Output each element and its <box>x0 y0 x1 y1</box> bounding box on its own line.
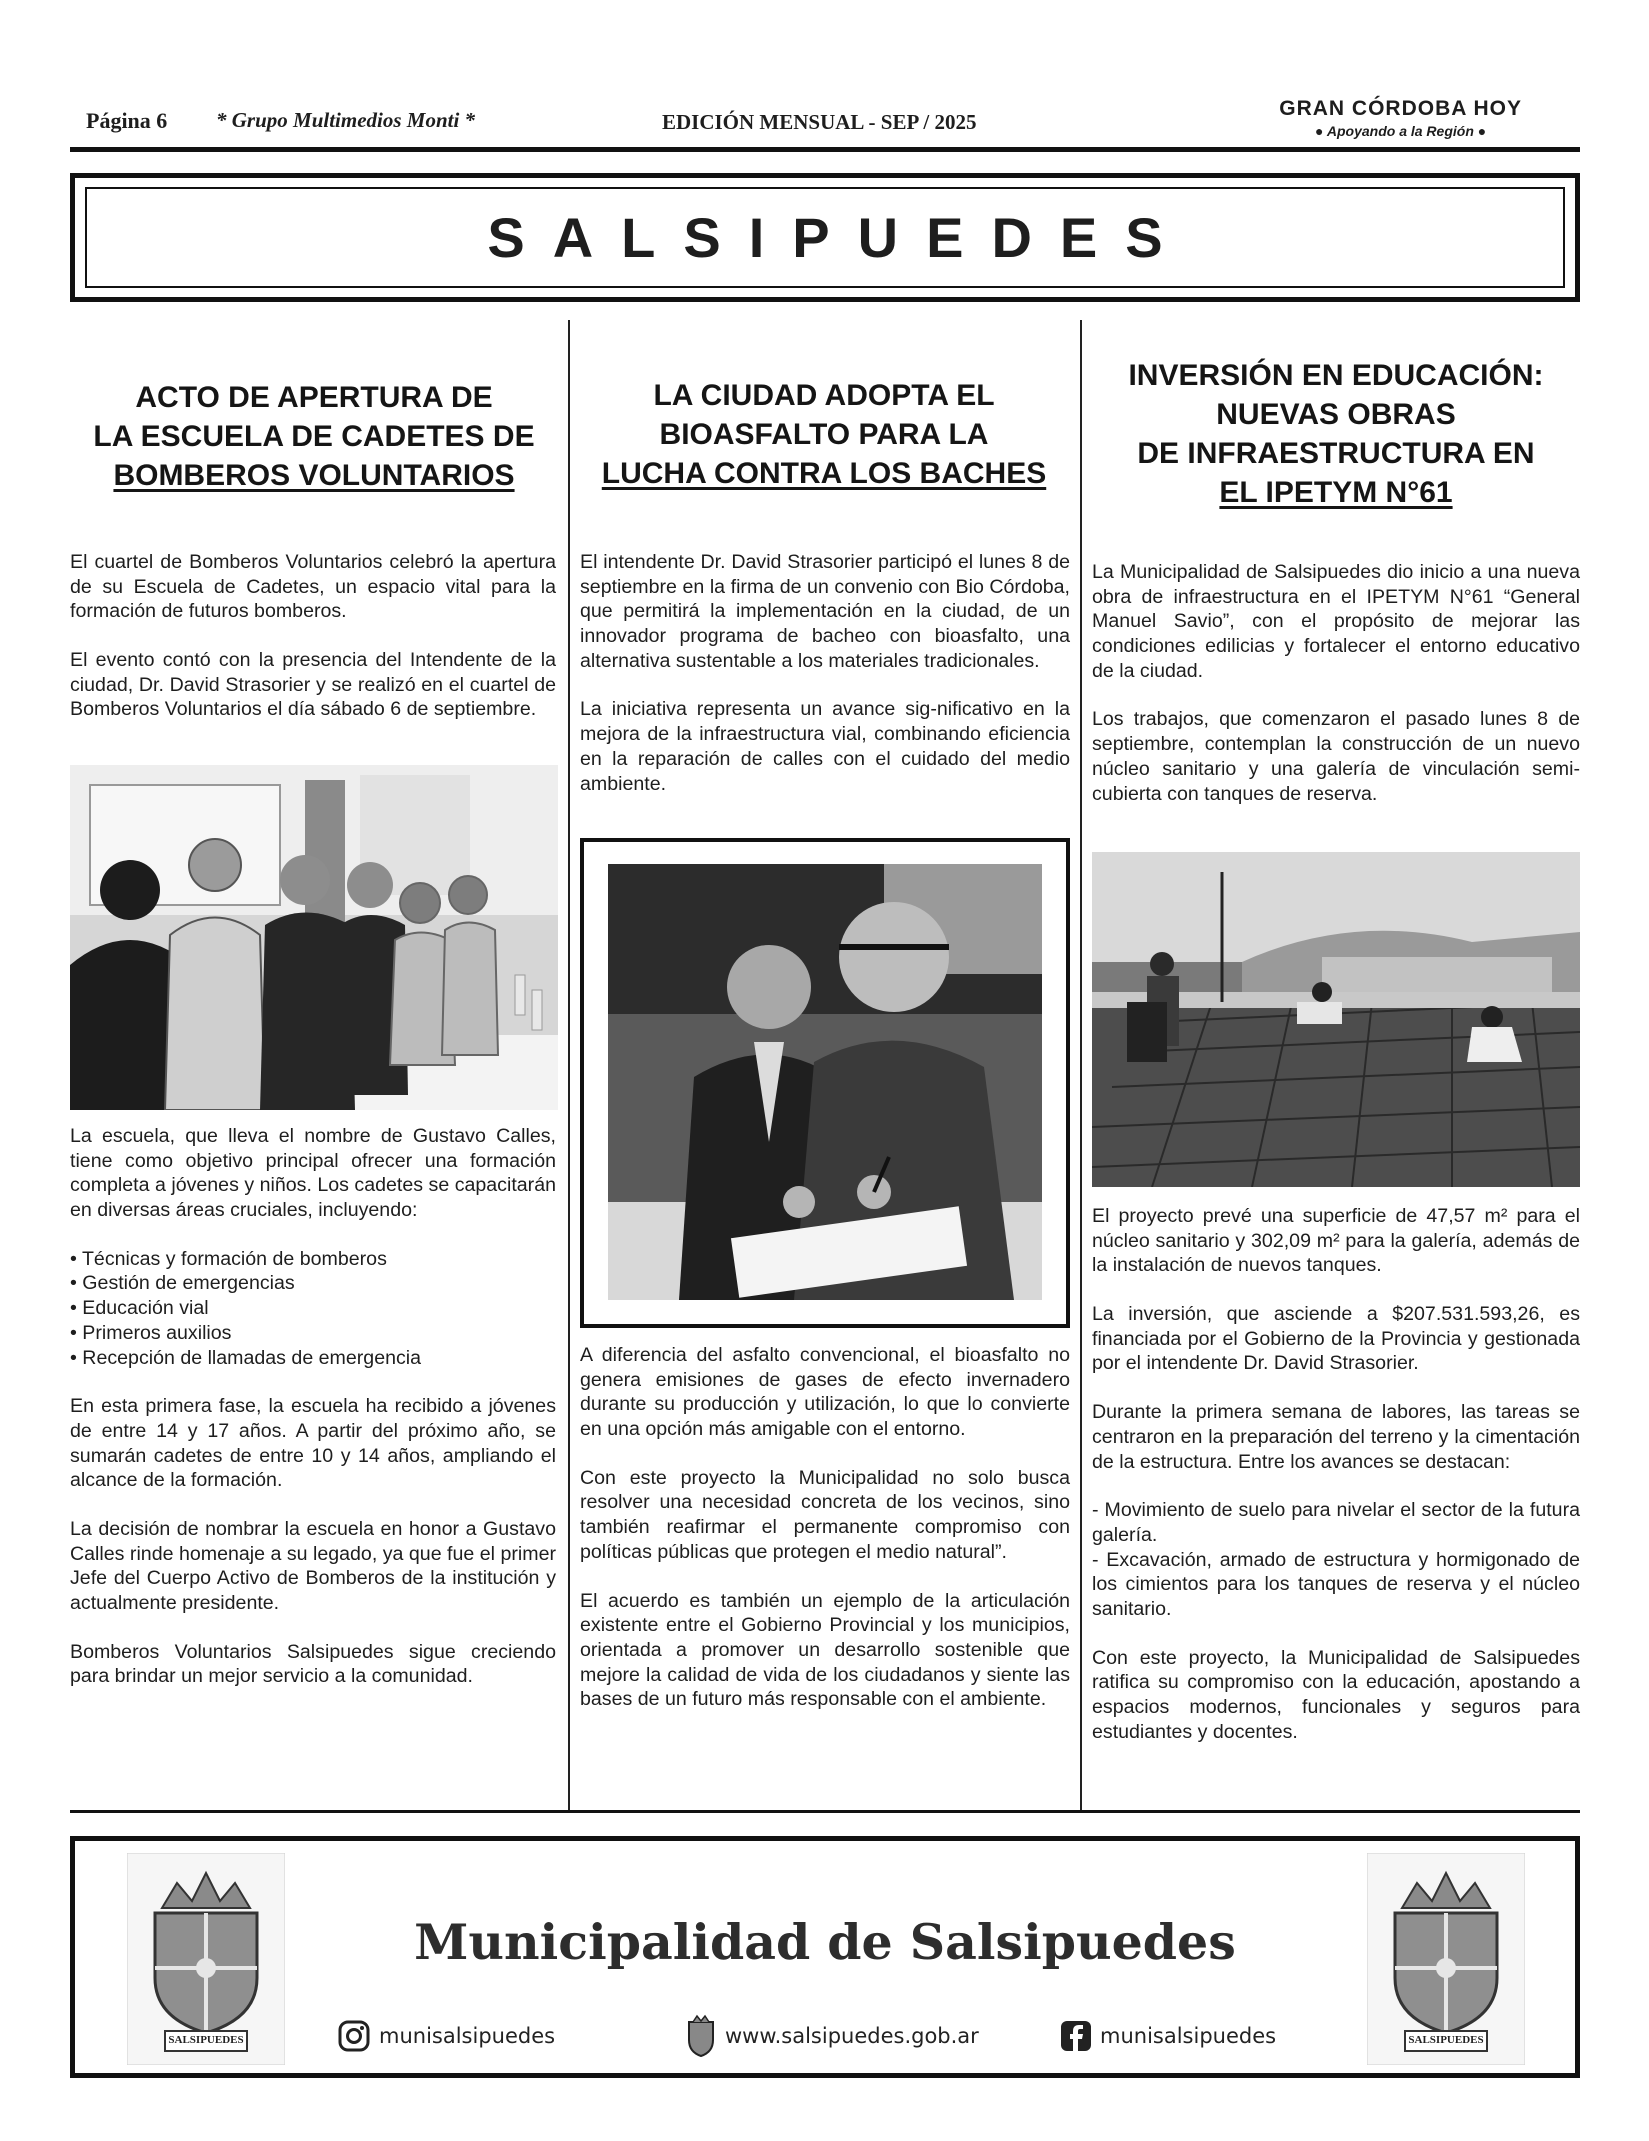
list-item: • Recepción de llamadas de emergencia <box>70 1346 422 1369</box>
article-headline <box>70 378 558 495</box>
headline-line: EL IPETYM N°61 <box>1219 476 1453 509</box>
instagram-handle[interactable] <box>337 2011 555 2061</box>
paragraph: La decisión de nombrar la escuela en honor a Gustavo Calles rinde homenaje a su legado, ya que fue el primer Jefe del Cuerpo Activo de Bomberos de la institución y actualmente presidente. <box>70 1517 556 1614</box>
crest-label: SALSIPUEDES <box>168 2034 244 2046</box>
facebook-label: munisalsipuedes <box>1100 2024 1277 2048</box>
paragraph: Bomberos Voluntarios Salsipuedes sigue creciendo para brindar un mejor servicio a la comunidad. <box>70 1640 556 1688</box>
article-body <box>1092 1204 1580 1744</box>
masthead-brand <box>1279 97 1522 139</box>
paragraph: Con este proyecto la Municipalidad no solo busca resolver una necesidad concreta de los vecinos, sino también reafirmar el permanente compromiso con políticas públicas que protegen el medio natural”. <box>580 1466 1070 1563</box>
crest-icon <box>685 2014 717 2058</box>
brand-name: GRAN CÓRDOBA HOY <box>1279 97 1522 120</box>
list-item: - Excavación, armado de estructura y hormigonado de los cimientos para los tanques de reserva y el núcleo sanitario. <box>1092 1548 1580 1620</box>
paragraph: Con este proyecto, la Municipalidad de Salsipuedes ratifica su compromiso con la educación, apostando a espacios modernos, funcionales y seguros para estudiantes y docentes. <box>1092 1646 1580 1743</box>
photo-convenio-signing <box>580 838 1070 1328</box>
paragraph: A diferencia del asfalto convencional, el bioasfalto no genera emisiones de gases de efecto invernadero durante su producción y utilización, lo que lo convierte en una opción más amigable con el entorno. <box>580 1344 1070 1441</box>
article-body <box>70 1124 556 1689</box>
paragraph: Los trabajos, que comenzaron el pasado lunes 8 de septiembre, contemplan la construcción de un nuevo núcleo sanitario y una galería de vinculación semi-cubierta con tanques de reserva. <box>1092 708 1580 805</box>
section-title: SALSIPUEDES <box>487 206 1191 269</box>
list-item: - Movimiento de suelo para nivelar el sector de la futura galería. <box>1092 1499 1580 1546</box>
headline-line: LUCHA CONTRA LOS BACHES <box>601 457 1047 490</box>
paragraph: La Municipalidad de Salsipuedes dio inicio a una nueva obra de infraestructura en el IPETYM N°61 “General Manuel Savio”, con el propósito de mejorar las condiciones edilicias y fortalecer el entorno educativo de la ciudad. <box>1092 561 1580 682</box>
list-item: • Gestión de emergencias <box>70 1272 295 1295</box>
headline-line: BIOASFALTO PARA LA <box>659 418 989 451</box>
paragraph: El proyecto prevé una superficie de 47,57 m² para el núcleo sanitario y 302,09 m² para la galería, además de la instalación de nuevos tanques. <box>1092 1205 1580 1277</box>
edition-label: EDICIÓN MENSUAL - SEP / 2025 <box>662 110 977 134</box>
photo-construction-site <box>1092 852 1580 1187</box>
column-divider <box>568 320 570 1811</box>
headline-line: INVERSIÓN EN EDUCACIÓN: <box>1128 359 1544 392</box>
paragraph: El intendente Dr. David Strasorier participó el lunes 8 de septiembre en la firma de un convenio con Bio Córdoba, que permitirá la implementación en la ciudad, de un innovador programa de bacheo con bioasfalto, una alternativa sustentable a los materiales tradicionales. <box>580 551 1070 672</box>
bullet-list <box>70 1247 556 1370</box>
headline-line: DE INFRAESTRUCTURA EN <box>1137 437 1535 470</box>
headline-line: NUEVAS OBRAS <box>1216 398 1456 431</box>
paragraph: La inversión, que asciende a $207.531.593,26, es financiada por el Gobierno de la Provincia y gestionada por el intendente Dr. David Strasorier. <box>1092 1303 1580 1375</box>
instagram-icon <box>337 2019 371 2053</box>
article-intro <box>580 550 1070 796</box>
list-item: • Primeros auxilios <box>70 1321 232 1344</box>
paragraph: El evento contó con la presencia del Intendente de la ciudad, Dr. David Strasorier y se realizó en el cuartel de Bomberos Voluntarios el día sábado 6 de septiembre. <box>70 649 556 721</box>
headline-line: LA ESCUELA DE CADETES DE <box>93 420 535 453</box>
article-intro <box>1092 560 1580 806</box>
brand-tagline: ● Apoyando a la Región ● <box>1315 123 1487 139</box>
crest-icon <box>1367 1853 1525 2065</box>
website-label: www.salsipuedes.gob.ar <box>725 2024 979 2048</box>
headline-line: ACTO DE APERTURA DE <box>135 381 493 414</box>
facebook-handle[interactable] <box>1060 2011 1276 2061</box>
list-item: • Técnicas y formación de bomberos <box>70 1247 387 1270</box>
paragraph: En esta primera fase, la escuela ha recibido a jóvenes de entre 14 y 17 años. A partir del próximo año, se sumarán cadetes de entre 10 y 14 años, ampliando el alcance de la formación. <box>70 1395 556 1492</box>
paragraph: La iniciativa representa un avance sig-nificativo en la mejora de la infraestructura vial, combinando eficiencia en la reparación de calles con el cuidado del medio ambiente. <box>580 698 1070 795</box>
section-title-box <box>70 173 1580 302</box>
facebook-icon <box>1060 2020 1092 2052</box>
article-headline <box>1088 356 1584 512</box>
paragraph: El cuartel de Bomberos Voluntarios celebró la apertura de su Escuela de Cadetes, un espacio vital para la formación de futuros bomberos. <box>70 551 556 623</box>
publisher-name: * Grupo Multimedios Monti * <box>216 108 476 132</box>
headline-line: LA CIUDAD ADOPTA EL <box>653 379 995 412</box>
instagram-label: munisalsipuedes <box>379 2024 556 2048</box>
article-intro <box>70 550 556 722</box>
page-header <box>70 97 1580 152</box>
article-headline <box>578 376 1070 493</box>
paragraph: La escuela, que lleva el nombre de Gustavo Calles, tiene como objetivo principal ofrecer una formación completa a jóvenes y niños. Los cadetes se capacitarán en diversas áreas cruciales, incluyendo: <box>70 1125 556 1222</box>
photo-bomberos-ceremony <box>70 765 558 1110</box>
ad-title: Municipalidad de Salsipuedes <box>414 1913 1236 1971</box>
article-body <box>580 1343 1070 1712</box>
bottom-divider <box>70 1810 1580 1813</box>
paragraph: Durante la primera semana de labores, las tareas se centraron en la preparación del terreno y la cimentación de la estructura. Entre los avances se destacan: <box>1092 1401 1580 1473</box>
website-link[interactable] <box>685 2011 979 2061</box>
municipality-ad <box>70 1836 1580 2078</box>
list-item: • Educación vial <box>70 1297 209 1320</box>
page-number: Página 6 <box>86 108 168 133</box>
column-divider <box>1080 320 1082 1811</box>
section-title-frame <box>85 187 1565 288</box>
headline-line: BOMBEROS VOLUNTARIOS <box>113 459 515 492</box>
crest-label: SALSIPUEDES <box>1408 2034 1484 2046</box>
paragraph: El acuerdo es también un ejemplo de la articulación existente entre el Gobierno Provincial y los municipios, orientada a promover un desarrollo sostenible que mejore la calidad de vida de los ciudadanos y siente las bases de un futuro más responsable con el ambiente. <box>580 1589 1070 1711</box>
